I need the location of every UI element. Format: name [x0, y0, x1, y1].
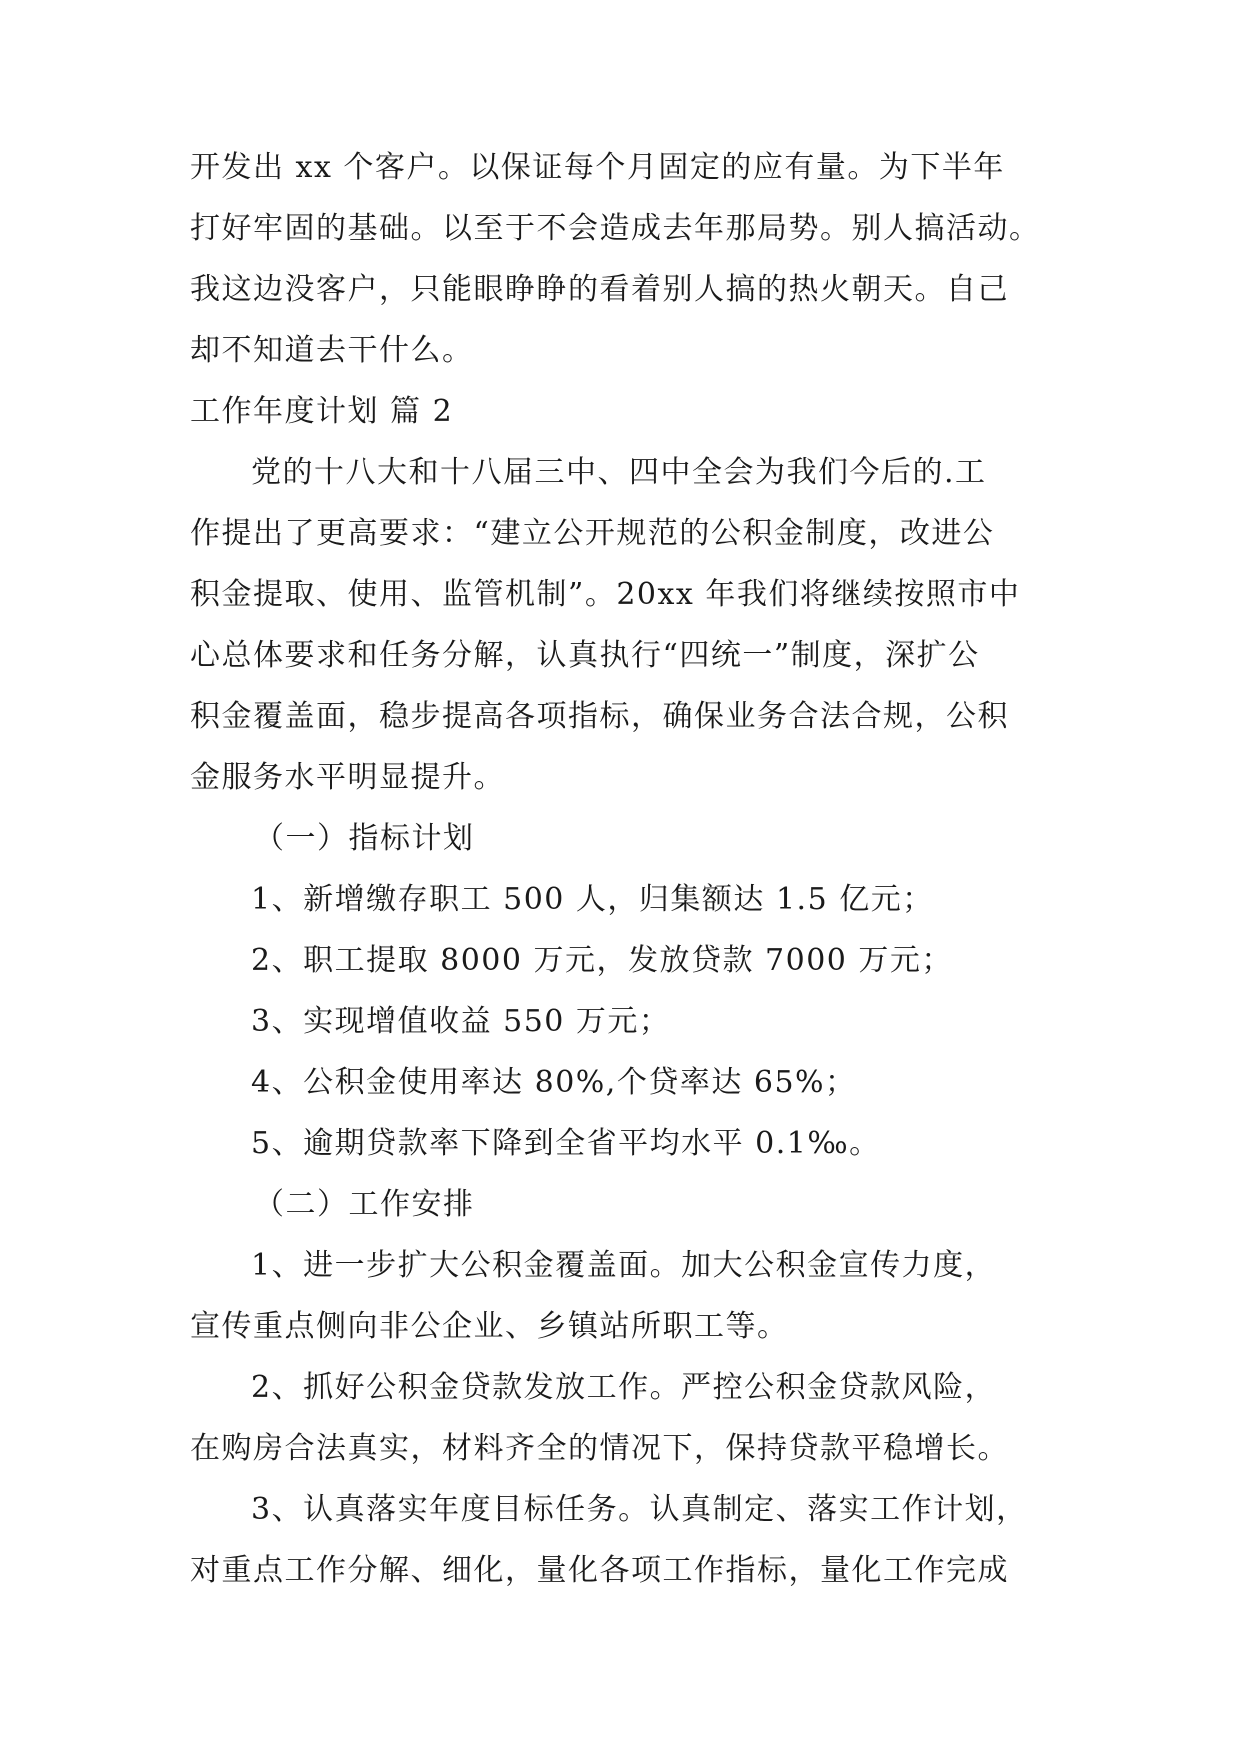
paragraph-line: 打好牢固的基础。以至于不会造成去年那局势。别人搞活动。: [190, 211, 1041, 246]
subsection-heading: （一）指标计划: [254, 821, 475, 856]
subsection-heading: （二）工作安排: [254, 1187, 475, 1222]
paragraph-line: 我这边没客户，只能眼睁睁的看着别人搞的热火朝天。自己: [190, 272, 1009, 307]
paragraph-line: 宣传重点侧向非公企业、乡镇站所职工等。: [190, 1309, 789, 1344]
list-item: 3、认真落实年度目标任务。认真制定、落实工作计划，: [251, 1492, 1028, 1527]
paragraph-line: 积金提取、使用、监管机制”。20xx 年我们将继续按照市中: [190, 577, 1021, 612]
list-item: 4、公积金使用率达 80%,个贷率达 65%；: [251, 1065, 857, 1100]
paragraph-line: 党的十八大和十八届三中、四中全会为我们今后的.工: [251, 455, 987, 490]
list-item: 2、抓好公积金贷款发放工作。严控公积金贷款风险，: [251, 1370, 997, 1405]
list-item: 2、职工提取 8000 万元，发放贷款 7000 万元；: [251, 943, 953, 978]
paragraph-line: 积金覆盖面，稳步提高各项指标，确保业务合法合规，公积: [190, 699, 1009, 734]
section-heading: 工作年度计划 篇 2: [190, 394, 454, 429]
paragraph-line: 却不知道去干什么。: [190, 333, 474, 368]
paragraph-line: 金服务水平明显提升。: [190, 760, 505, 795]
paragraph-line: 开发出 xx 个客户。以保证每个月固定的应有量。为下半年: [190, 150, 1005, 185]
list-item: 1、进一步扩大公积金覆盖面。加大公积金宣传力度，: [251, 1248, 997, 1283]
list-item: 3、实现增值收益 550 万元；: [251, 1004, 671, 1039]
paragraph-line: 对重点工作分解、细化，量化各项工作指标，量化工作完成: [190, 1553, 1009, 1588]
list-item: 1、新增缴存职工 500 人，归集额达 1.5 亿元；: [251, 882, 934, 917]
paragraph-line: 在购房合法真实，材料齐全的情况下，保持贷款平稳增长。: [190, 1431, 1009, 1466]
paragraph-line: 心总体要求和任务分解，认真执行“四统一”制度，深扩公: [190, 638, 980, 673]
list-item: 5、逾期贷款率下降到全省平均水平 0.1‰。: [251, 1126, 881, 1161]
paragraph-line: 作提出了更高要求：“建立公开规范的公积金制度，改进公: [190, 516, 995, 551]
